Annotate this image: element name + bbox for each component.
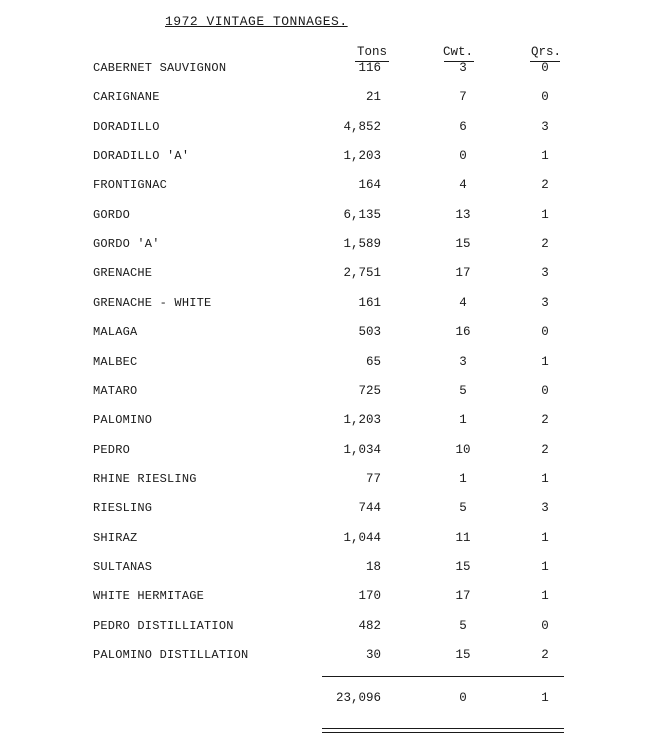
cwt-value: 16	[455, 325, 471, 340]
table-row	[0, 149, 664, 169]
tons-value: 77	[365, 471, 381, 486]
variety-name: MALBEC	[93, 354, 138, 369]
variety-name: RHINE RIESLING	[93, 471, 197, 486]
table-row	[0, 413, 664, 433]
total-double-rule-1	[322, 728, 564, 729]
qrs-value: 0	[541, 383, 549, 398]
tons-value: 2,751	[343, 266, 381, 281]
table-row	[0, 296, 664, 316]
qrs-value: 3	[541, 266, 549, 281]
cwt-value: 0	[459, 149, 467, 164]
variety-name: SHIRAZ	[93, 530, 138, 545]
tons-value: 503	[358, 325, 381, 340]
table-row	[0, 560, 664, 580]
qrs-value: 0	[541, 618, 549, 633]
tons-value: 1,034	[343, 442, 381, 457]
tons-value: 744	[358, 501, 381, 516]
cwt-value: 15	[455, 237, 471, 252]
tons-value: 1,044	[343, 530, 381, 545]
qrs-value: 2	[541, 178, 549, 193]
variety-name: GRENACHE	[93, 266, 153, 281]
tons-value: 1,203	[343, 149, 381, 164]
qrs-value: 3	[541, 295, 549, 310]
table-row	[0, 355, 664, 375]
tons-value: 4,852	[343, 119, 381, 134]
cwt-value: 5	[459, 501, 467, 516]
tons-value: 18	[365, 559, 381, 574]
qrs-value: 3	[541, 119, 549, 134]
cwt-value: 4	[459, 178, 467, 193]
tons-value: 6,135	[343, 207, 381, 222]
total-tons: 23,096	[335, 691, 381, 705]
variety-name: WHITE HERMITAGE	[93, 589, 205, 604]
header-cwt	[428, 45, 488, 59]
cwt-value: 17	[455, 589, 471, 604]
variety-name: PEDRO	[93, 442, 131, 457]
table-row	[0, 501, 664, 521]
cwt-value: 15	[455, 559, 471, 574]
tons-value: 725	[358, 383, 381, 398]
cwt-value: 3	[459, 61, 467, 75]
qrs-value: 1	[541, 589, 549, 604]
table-row	[0, 589, 664, 609]
table-row	[0, 472, 664, 492]
variety-name: GRENACHE - WHITE	[93, 295, 212, 310]
cwt-value: 5	[459, 383, 467, 398]
table-row	[0, 648, 664, 668]
tons-value: 30	[365, 648, 381, 662]
tons-value: 65	[365, 354, 381, 369]
qrs-value: 1	[541, 207, 549, 222]
tons-value: 161	[358, 295, 381, 310]
tons-value: 170	[358, 589, 381, 604]
table-row	[0, 237, 664, 257]
cwt-value: 13	[455, 207, 471, 222]
table-row	[0, 90, 664, 110]
variety-name: PALOMINO	[93, 413, 153, 428]
qrs-value: 2	[541, 413, 549, 428]
variety-name: RIESLING	[93, 501, 153, 516]
qrs-value: 1	[541, 354, 549, 369]
qrs-value: 0	[541, 90, 549, 105]
qrs-value: 1	[541, 149, 549, 164]
variety-name: FRONTIGNAC	[93, 178, 168, 193]
tons-value: 21	[365, 90, 381, 105]
tons-value: 1,203	[343, 413, 381, 428]
cwt-value: 17	[455, 266, 471, 281]
header-qrs	[516, 45, 576, 59]
variety-name: MALAGA	[93, 325, 138, 340]
variety-name: CARIGNANE	[93, 90, 160, 105]
variety-name: GORDO	[93, 207, 131, 222]
variety-name: GORDO 'A'	[93, 237, 160, 252]
header-tons	[342, 45, 402, 59]
tons-value: 164	[358, 178, 381, 193]
header-cwt-label: Cwt.	[442, 45, 473, 59]
cwt-value: 7	[459, 90, 467, 105]
tons-value: 482	[358, 618, 381, 633]
table-row	[0, 619, 664, 639]
tons-value: 1,589	[343, 237, 381, 252]
variety-name: CABERNET SAUVIGNON	[93, 61, 227, 75]
total-double-rule-2	[322, 732, 564, 733]
qrs-value: 2	[541, 442, 549, 457]
table-row	[0, 61, 664, 81]
qrs-value: 2	[541, 648, 549, 662]
table-row	[0, 325, 664, 345]
table-row	[0, 266, 664, 286]
cwt-value: 5	[459, 618, 467, 633]
qrs-value: 1	[541, 559, 549, 574]
total-row	[0, 691, 664, 711]
variety-name: DORADILLO 'A'	[93, 149, 190, 164]
header-qrs-label: Qrs.	[530, 45, 561, 59]
cwt-value: 4	[459, 295, 467, 310]
qrs-value: 1	[541, 530, 549, 545]
cwt-value: 11	[455, 530, 471, 545]
cwt-value: 1	[459, 413, 467, 428]
variety-name: PALOMINO DISTILLATION	[93, 648, 249, 662]
qrs-value: 0	[541, 325, 549, 340]
qrs-value: 1	[541, 471, 549, 486]
header-tons-label: Tons	[356, 45, 387, 59]
variety-name: DORADILLO	[93, 119, 160, 134]
page-title: 1972 VINTAGE TONNAGES.	[165, 14, 348, 29]
tons-value: 116	[358, 61, 381, 75]
qrs-value: 2	[541, 237, 549, 252]
variety-name: MATARO	[93, 383, 138, 398]
cwt-value: 10	[455, 442, 471, 457]
total-cwt: 0	[459, 691, 467, 705]
qrs-value: 0	[541, 61, 549, 75]
cwt-value: 15	[455, 648, 471, 662]
table-row	[0, 443, 664, 463]
total-rule-top	[322, 676, 564, 677]
variety-name: SULTANAS	[93, 559, 153, 574]
qrs-value: 3	[541, 501, 549, 516]
table-row	[0, 531, 664, 551]
table-row	[0, 178, 664, 198]
total-qrs: 1	[541, 691, 549, 705]
table-row	[0, 384, 664, 404]
cwt-value: 6	[459, 119, 467, 134]
table-row	[0, 208, 664, 228]
cwt-value: 3	[459, 354, 467, 369]
variety-name: PEDRO DISTILLIATION	[93, 618, 234, 633]
table-row	[0, 120, 664, 140]
cwt-value: 1	[459, 471, 467, 486]
